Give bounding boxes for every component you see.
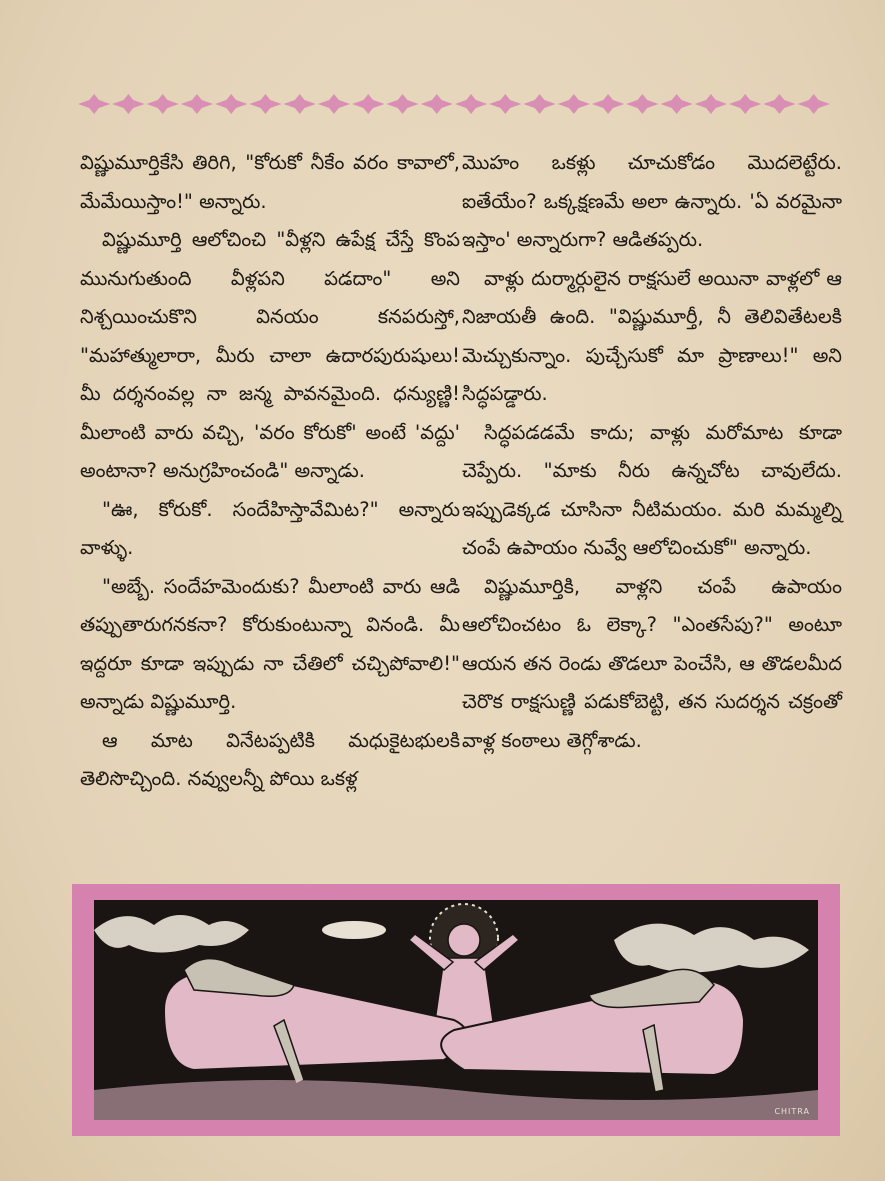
decorative-border [78, 92, 830, 116]
border-motif [147, 94, 179, 114]
border-motif [695, 94, 727, 114]
paragraph: విష్ణుమూర్తికేసి తిరిగి, "కోరుకో నీకేం వరం కావాలో, మేమేయిస్తాం!" అన్నారు. [80, 151, 460, 213]
text-column-left [80, 144, 460, 799]
border-motif [558, 94, 590, 114]
paragraph: "ఊ, కోరుకో. సందేహిస్తావేమిట?" అన్నారు వాళ్ళు. [80, 497, 460, 559]
border-motif [626, 94, 658, 114]
border-motif [386, 94, 418, 114]
paragraph: మొహం ఒకళ్లు చూచుకోడం మొదలెట్టేరు. ఐతేయేం? ఒక్కక్షణమే అలా ఉన్నారు. 'ఏ వరమైనా ఇస్తాం' అన్నారుగా? ఆడితప్పరు. [462, 151, 842, 251]
border-motif [421, 94, 453, 114]
border-motif [284, 94, 316, 114]
border-motif [592, 94, 624, 114]
border-motif [523, 94, 555, 114]
border-motif [352, 94, 384, 114]
paragraph: విష్ణుమూర్తి ఆలోచించి "వీళ్లని ఉపేక్ష చేస్తే కొంప మునుగుతుంది వీళ్లపని పడదాం" అని నిశ్చయించుకొని వినయం కనపరుస్తో, "మహాత్ములారా, మీరు చాలా ఉదారపురుషులు! మీ దర్శనంవల్ల నా జన్మ పావనమైంది. ధన్యుణ్ణి! మీలాంటి వారు వచ్చి, 'వరం కోరుకో' అంటే 'వద్దు' అంటానా? అనుగ్రహించండి" అన్నాడు. [80, 228, 460, 482]
border-motif [78, 94, 110, 114]
border-motif [661, 94, 693, 114]
border-motif [455, 94, 487, 114]
border-motif [763, 94, 795, 114]
paragraph: ఆ మాట వినేటప్పటికి మధుకైటభులకి తెలిసొచ్చింది. నవ్వులన్నీ పోయి ఒకళ్ల [80, 728, 460, 790]
border-motif [215, 94, 247, 114]
vishnu-slaying-demons-image [94, 900, 818, 1120]
border-motif [112, 94, 144, 114]
border-motif [729, 94, 761, 114]
story-illustration [72, 884, 840, 1136]
paragraph: విష్ణుమూర్తికి, వాళ్లని చంపే ఉపాయం ఆలోచించటం ఓ లెక్కా? "ఎంతసేపు?" అంటూ ఆయన తన రెండు తొడలూ పెంచేసి, ఆ తొడలమీద చెరొక రాక్షసుణ్ణి పడుకోబెట్టి, తన సుదర్శన చక్రంతో వాళ్ల కంఠాలు తెగ్గోశాడు. [462, 574, 842, 752]
paragraph: సిద్ధపడడమే కాదు; వాళ్లు మరోమాట కూడా చెప్పేరు. "మాకు నీరు ఉన్నచోట చావులేదు. ఇప్పుడెక్కడ చూసినా నీటిమయం. మరి మమ్మల్ని చంపే ఉపాయం నువ్వే ఆలోచించుకో" అన్నారు. [462, 420, 842, 559]
border-motif [181, 94, 213, 114]
border-motif [798, 94, 830, 114]
text-column-right [462, 144, 842, 760]
artist-signature: CHITRA [774, 1107, 810, 1116]
paragraph: వాళ్లు దుర్మార్గులైన రాక్షసులే అయినా వాళ్లలో ఆ నిజాయతీ ఉంది. "విష్ణుమూర్తీ, నీ తెలివితేటలకి మెచ్చుకున్నాం. పుచ్చేసుకో మా ప్రాణాలు!" అని సిద్ధపడ్డారు. [462, 266, 842, 405]
border-motif [318, 94, 350, 114]
border-motif [489, 94, 521, 114]
paragraph: "అబ్బే. సందేహమెందుకు? మీలాంటి వారు ఆడి తప్పుతారుగనకనా? కోరుకుంటున్నా వినండి. మీ ఇద్దరూ కూడా ఇప్పుడు నా చేతిలో చచ్చిపోవాలి!" అన్నాడు విష్ణుమూర్తి. [80, 574, 460, 713]
border-motif [249, 94, 281, 114]
